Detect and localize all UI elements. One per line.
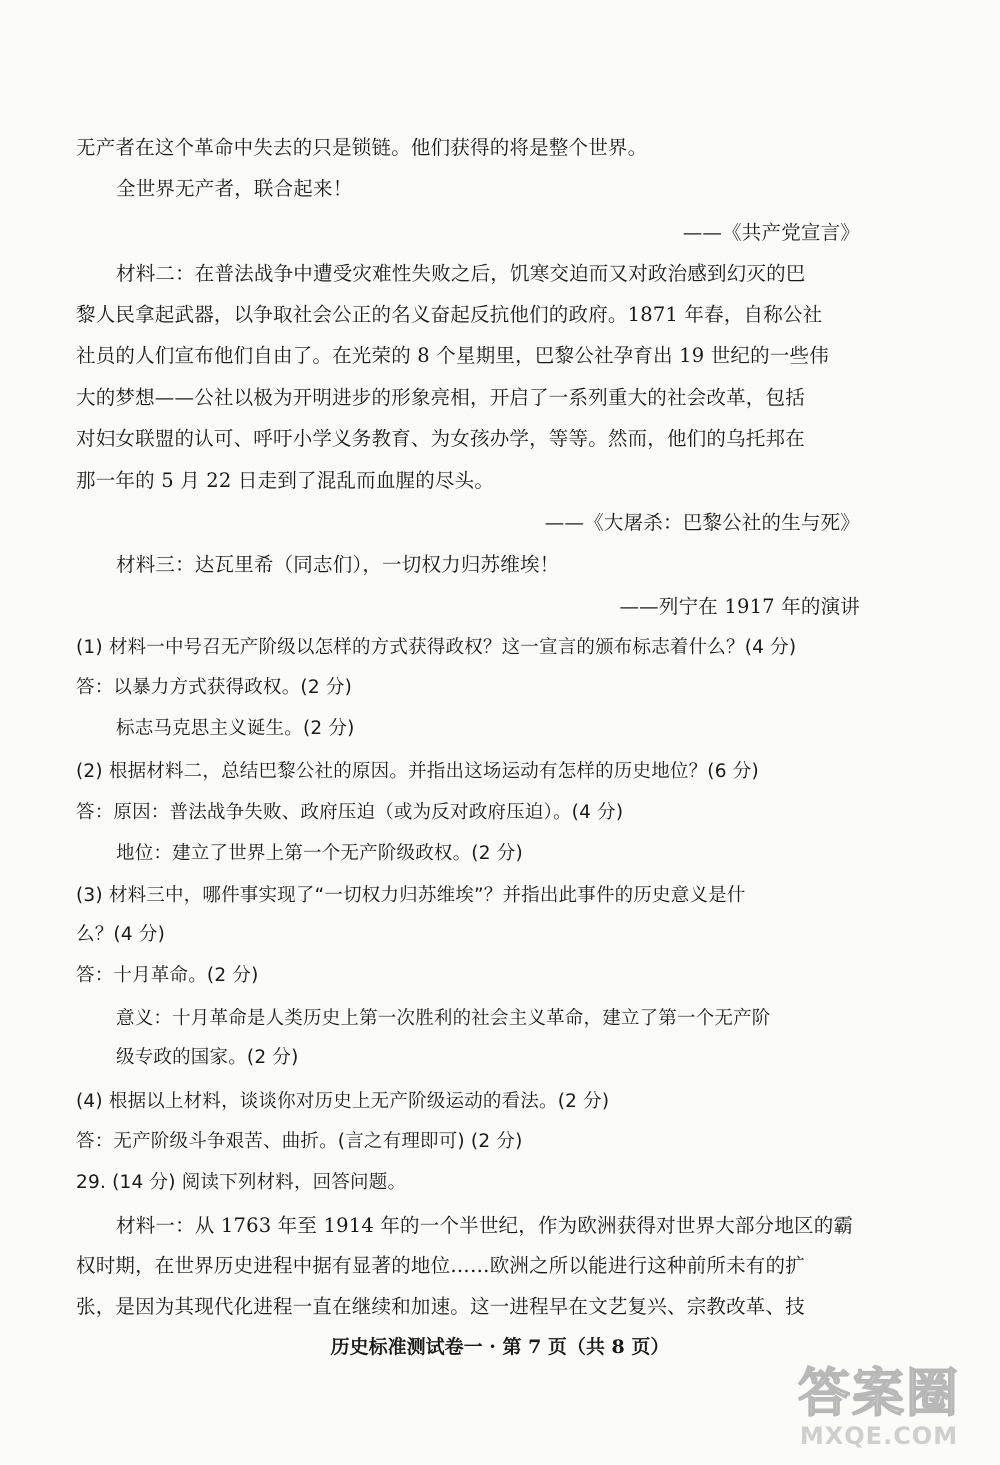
answer-line: 答：无产阶级斗争艰苦、曲折。(言之有理即可) (2 分)	[76, 1131, 523, 1152]
source-citation: ——《共产党宣言》	[682, 221, 860, 244]
text-line: 材料一：从 1763 年至 1914 年的一个半世纪，作为欧洲获得对世界大部分地区的霸	[116, 1214, 854, 1237]
answer-line: 答：以暴力方式获得政权。(2 分)	[76, 677, 352, 698]
text-line: 全世界无产者，联合起来！	[116, 177, 353, 200]
watermark-logo	[774, 1365, 984, 1455]
watermark-text: 答案圈	[797, 1364, 960, 1424]
source-citation: ——列宁在 1917 年的演讲	[619, 595, 860, 618]
text-line: 黎人民拿起武器，以争取社会公正的名义奋起反抗他们的政府。1871 年春，自称公社	[76, 303, 823, 326]
question-heading: 29. (14 分) 阅读下列材料，回答问题。	[76, 1172, 407, 1193]
text-line: 材料二：在普法战争中遭受灾难性失败之后，饥寒交迫而又对政治感到幻灭的巴	[116, 262, 806, 285]
text-line: 那一年的 5 月 22 日走到了混乱而血腥的尽头。	[76, 469, 495, 492]
text-line: 无产者在这个革命中失去的只是锁链。他们获得的将是整个世界。	[76, 136, 648, 159]
text-line: 大的梦想——公社以极为开明进步的形象亮相，开启了一系列重大的社会改革，包括	[76, 386, 805, 409]
question-line: (2) 根据材料二，总结巴黎公社的原因。并指出这场运动有怎样的历史地位？(6 分)	[76, 761, 759, 782]
answer-line: 标志马克思主义诞生。(2 分)	[116, 718, 355, 739]
question-line: (4) 根据以上材料，谈谈你对历史上无产阶级运动的看法。(2 分)	[76, 1091, 610, 1112]
answer-line: 答：原因：普法战争失败、政府压迫（或为反对政府压迫）。(4 分)	[76, 802, 624, 823]
question-line: (3) 材料三中，哪件事实现了“一切权力归苏维埃”？并指出此事件的历史意义是什	[76, 885, 746, 906]
text-line: 权时期，在世界历史进程中据有显著的地位……欧洲之所以能进行这种前所未有的扩	[76, 1254, 805, 1277]
answer-line: 答：十月革命。(2 分)	[76, 965, 259, 986]
answer-line: 地位：建立了世界上第一个无产阶级政权。(2 分)	[116, 843, 523, 864]
page-footer: 历史标准测试卷一 · 第 7 页（共 8 页）	[330, 1336, 670, 1358]
text-line: 张，是因为其现代化进程一直在继续和加速。这一进程早在文艺复兴、宗教改革、技	[76, 1295, 805, 1318]
answer-line: 意义：十月革命是人类历史上第一次胜利的社会主义革命，建立了第一个无产阶	[116, 1008, 771, 1029]
answer-line: 级专政的国家。(2 分)	[116, 1047, 299, 1068]
question-line: 么？(4 分)	[76, 924, 165, 945]
watermark-url: MXQE.COM	[799, 1422, 959, 1450]
question-line: (1) 材料一中号召无产阶级以怎样的方式获得政权？这一宣言的颁布标志着什么？(4 分)	[76, 637, 797, 658]
text-line: 材料三：达瓦里希（同志们），一切权力归苏维埃！	[116, 553, 560, 576]
source-citation: ——《大屠杀：巴黎公社的生与死》	[544, 511, 860, 534]
text-line: 社员的人们宣布他们自由了。在光荣的 8 个星期里，巴黎公社孕育出 19 世纪的一些伟	[76, 344, 829, 367]
text-line: 对妇女联盟的认可、呼吁小学义务教育、为女孩办学，等等。然而，他们的乌托邦在	[76, 427, 805, 450]
